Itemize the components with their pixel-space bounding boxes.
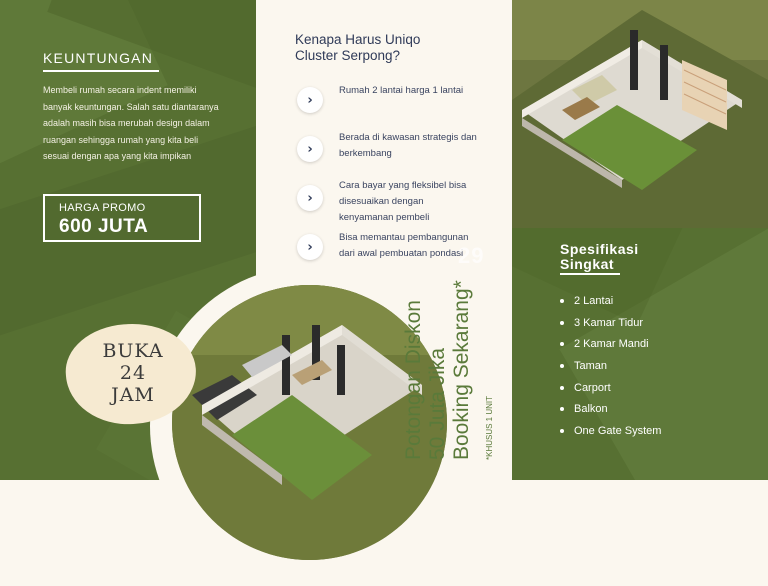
discount-note: *KHUSUS 1 UNIT bbox=[485, 395, 494, 460]
promo-label: HARGA PROMO bbox=[59, 202, 146, 214]
list-item: One Gate System bbox=[560, 420, 661, 442]
list-item: Balkon bbox=[560, 398, 661, 420]
why-item-2: Berada di kawasan strategis dan berkembang bbox=[339, 132, 477, 159]
why-item-4: Bisa memantau pembangunan dari awal pembuatan pondasi bbox=[339, 232, 469, 259]
list-item: 2 Kamar Mandi bbox=[560, 333, 661, 355]
title-underline bbox=[560, 273, 620, 275]
keuntungan-title: KEUNTUNGAN bbox=[43, 50, 154, 66]
keuntungan-body: Membeli rumah secara indent memiliki banyak keuntungan. Salah satu diantaranya adalah masih bisa merubah design dalam ruangan sehingga rumah yang kita beli sesuai dengan apa yang kita impikan bbox=[43, 85, 219, 161]
why-item-1: Rumah 2 lantai harga 1 lantai bbox=[339, 85, 464, 96]
why-title: Kenapa Harus Uniqo Cluster Serpong? bbox=[295, 32, 421, 63]
watermark: 29 bbox=[458, 243, 485, 268]
house-3d-render bbox=[512, 0, 768, 228]
discount-promo-text: Potongan Diskon 50 Juta Jika Booking Sekarang* bbox=[402, 280, 473, 460]
list-item: 2 Lantai bbox=[560, 290, 661, 312]
title-underline bbox=[43, 70, 159, 72]
why-item-3: Cara bayar yang fleksibel bisa disesuaikan dengan kenyamanan pembeli bbox=[339, 180, 467, 223]
chevron-right-icon[interactable]: › bbox=[297, 234, 323, 260]
list-item: Taman bbox=[560, 355, 661, 377]
promo-price: 600 JUTA bbox=[59, 216, 149, 237]
list-item: Carport bbox=[560, 377, 661, 399]
chevron-right-icon[interactable]: › bbox=[297, 185, 323, 211]
list-item: 3 Kamar Tidur bbox=[560, 312, 661, 334]
badge-text: BUKA 24 JAM bbox=[102, 340, 164, 406]
chevron-right-icon[interactable]: › bbox=[297, 87, 323, 113]
chevron-right-icon[interactable]: › bbox=[297, 136, 323, 162]
spesifikasi-list bbox=[560, 290, 661, 442]
spesifikasi-title: Spesifikasi Singkat bbox=[560, 241, 639, 272]
